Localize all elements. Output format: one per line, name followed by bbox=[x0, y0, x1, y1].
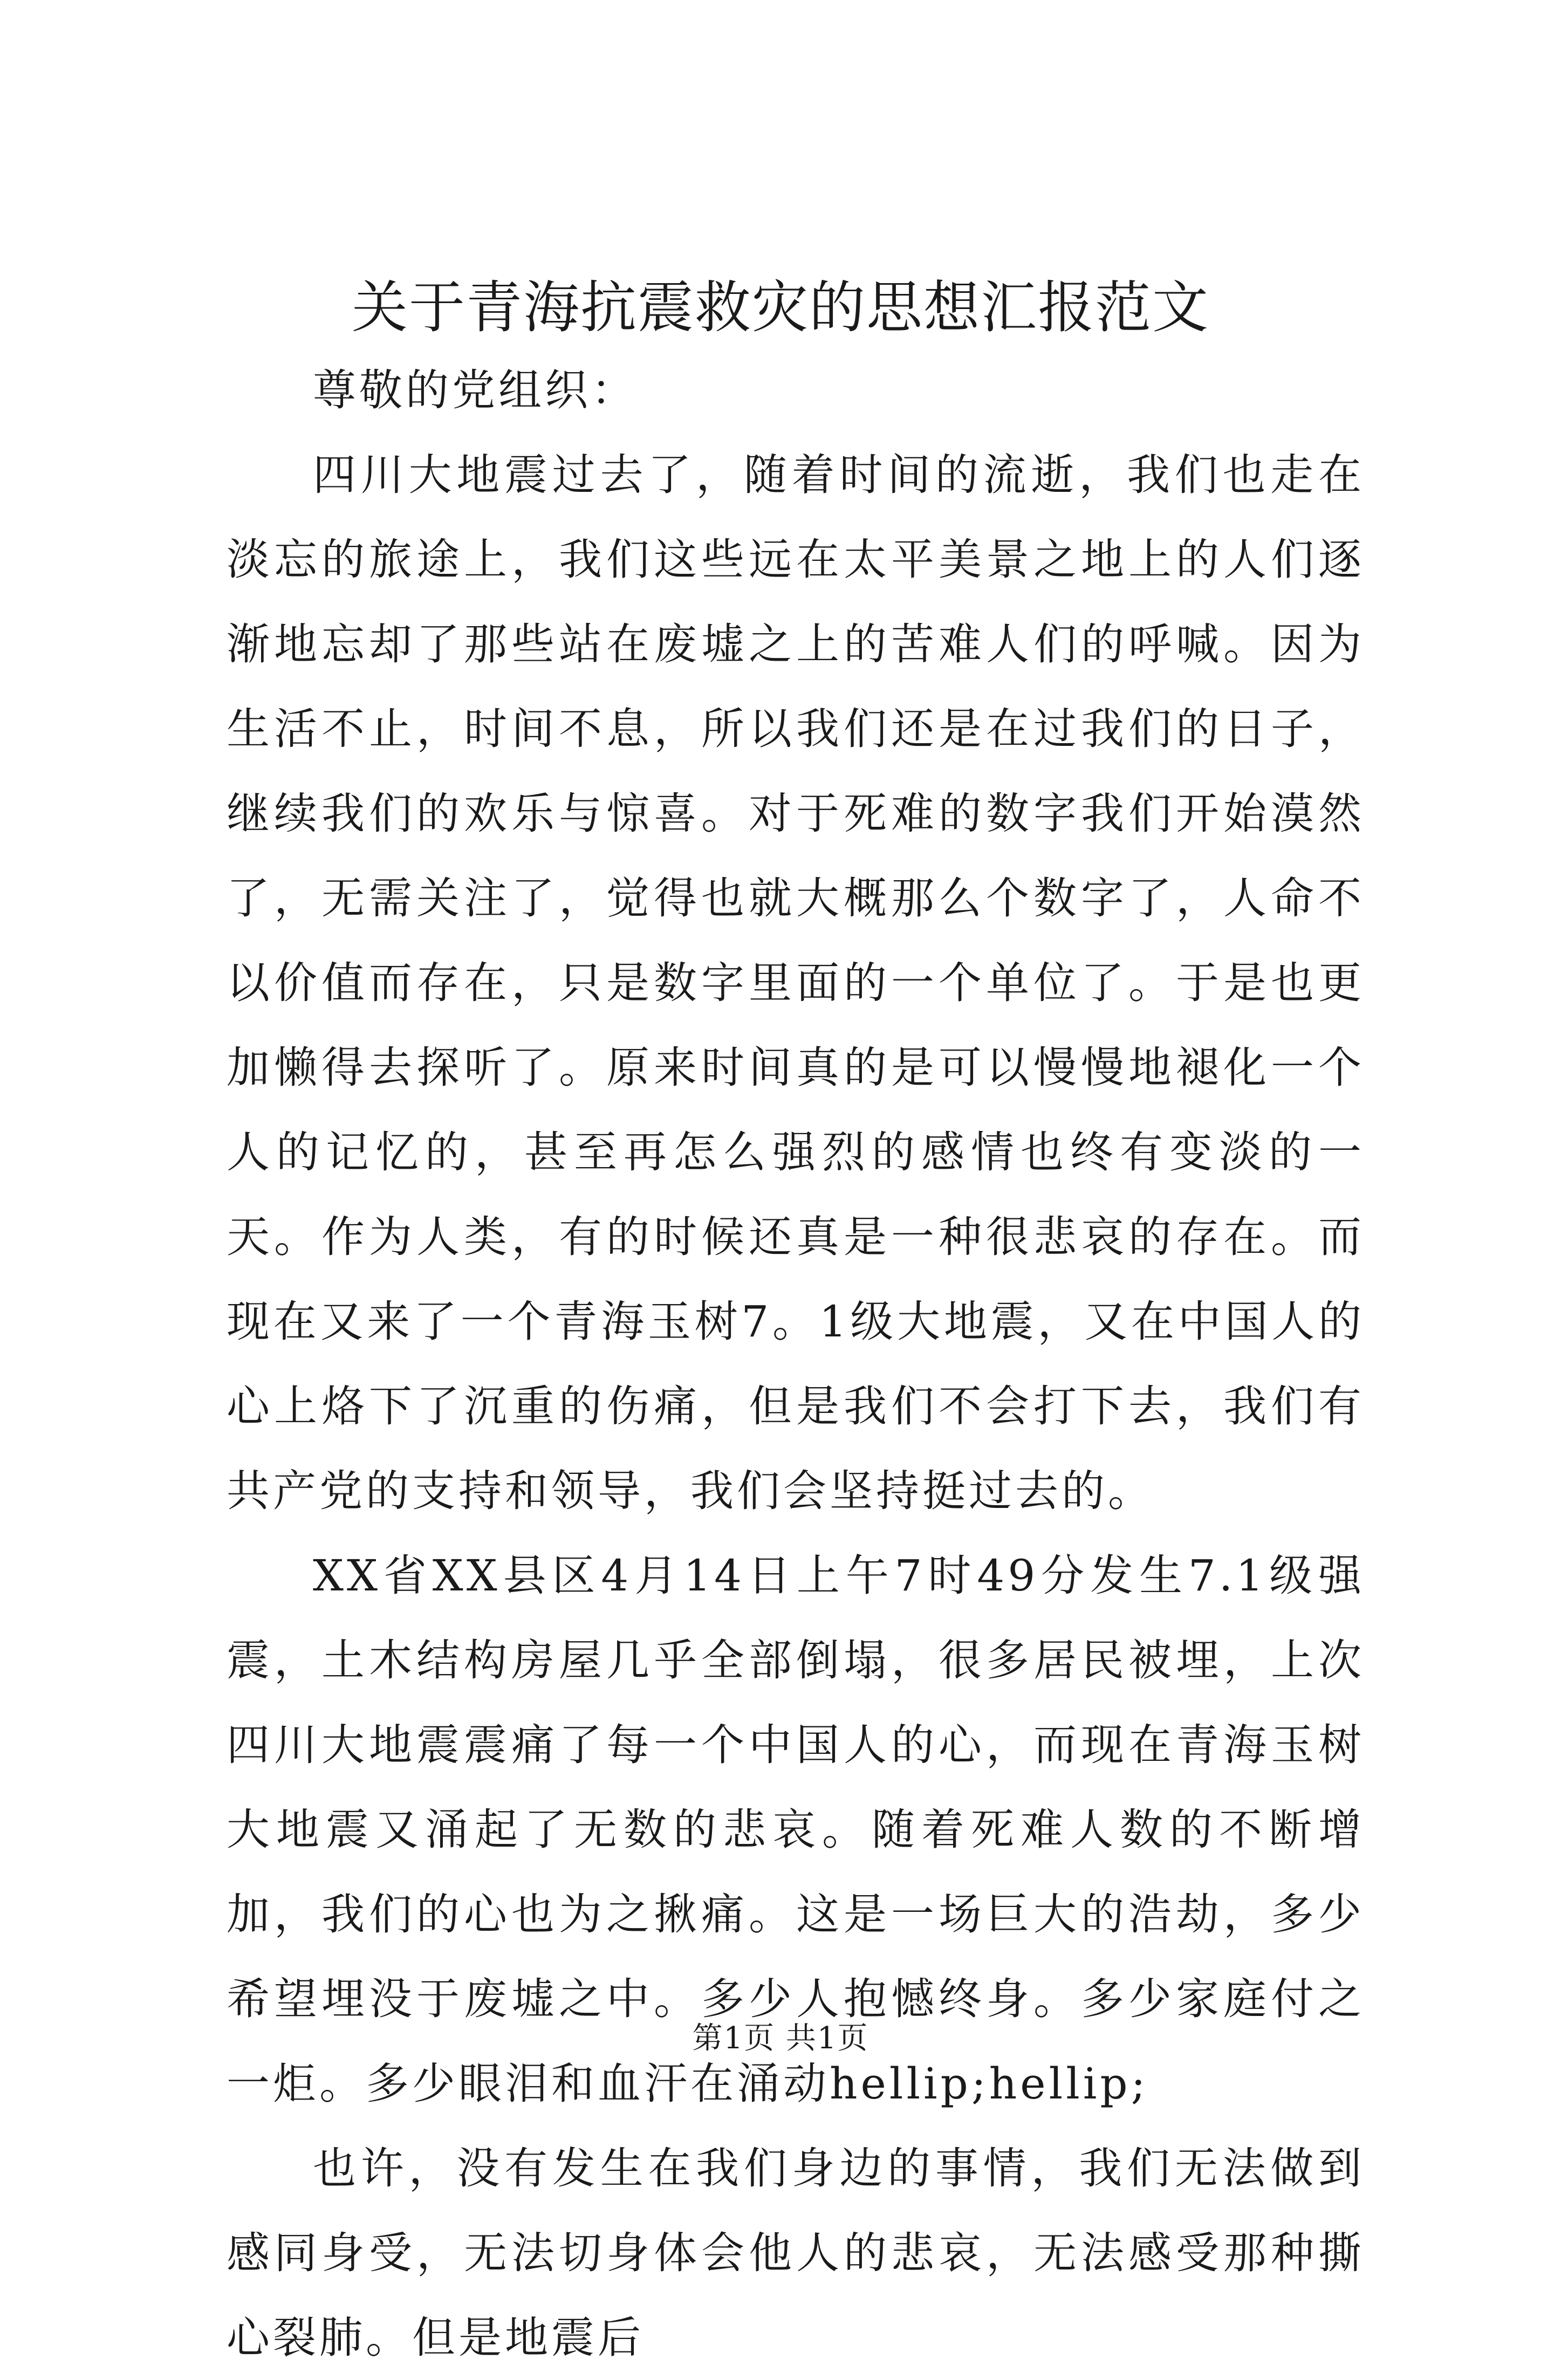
document-title: 关于青海抗震救灾的思想汇报范文 bbox=[351, 275, 1209, 340]
paragraph-1: 四川大地震过去了，随着时间的流逝，我们也走在淡忘的旅途上，我们这些远在太平美景之地上的人们逐渐地忘却了那些站在废墟之上的苦难人们的呼喊。因为生活不止，时间不息，所以我们还是在过我们的日子，继续我们的欢乐与惊喜。对于死难的数字我们开始漠然了，无需关注了，觉得也就大概那么个数字了，人命不以价值而存在，只是数字里面的一个单位了。于是也更加懒得去探听了。原来时间真的是可以慢慢地褪化一个人的记忆的，甚至再怎么强烈的感情也终有变淡的一天。作为人类，有的时候还真是一种很悲哀的存在。而现在又来了一个青海玉树7。1级大地震，又在中国人的心上烙下了沉重的伤痛，但是我们不会打下去，我们有共产党的支持和领导，我们会坚持挺过去的。 bbox=[227, 450, 1365, 1516]
paragraph-2: XX省XX县区4月14日上午7时49分发生7.1级强震，土木结构房屋几乎全部倒塌，很多居民被埋，上次四川大地震震痛了每一个中国人的心，而现在青海玉树大地震又涌起了无数的悲哀。随着死难人数的不断增加，我们的心也为之揪痛。这是一场巨大的浩劫，多少希望埋没于废墟之中。多少人抱憾终身。多少家庭付之一炬。多少眼泪和血汗在涌动hellip;hellip; bbox=[227, 1551, 1365, 2109]
page-footer: 第1页 共1页 bbox=[692, 2021, 869, 2056]
salutation: 尊敬的党组织： bbox=[313, 365, 638, 415]
paragraph-3: 也许，没有发生在我们身边的事情，我们无法做到感同身受，无法切身体会他人的悲哀，无法感受那种撕心裂肺。但是地震后 bbox=[227, 2143, 1365, 2363]
document-body bbox=[227, 348, 1365, 2380]
